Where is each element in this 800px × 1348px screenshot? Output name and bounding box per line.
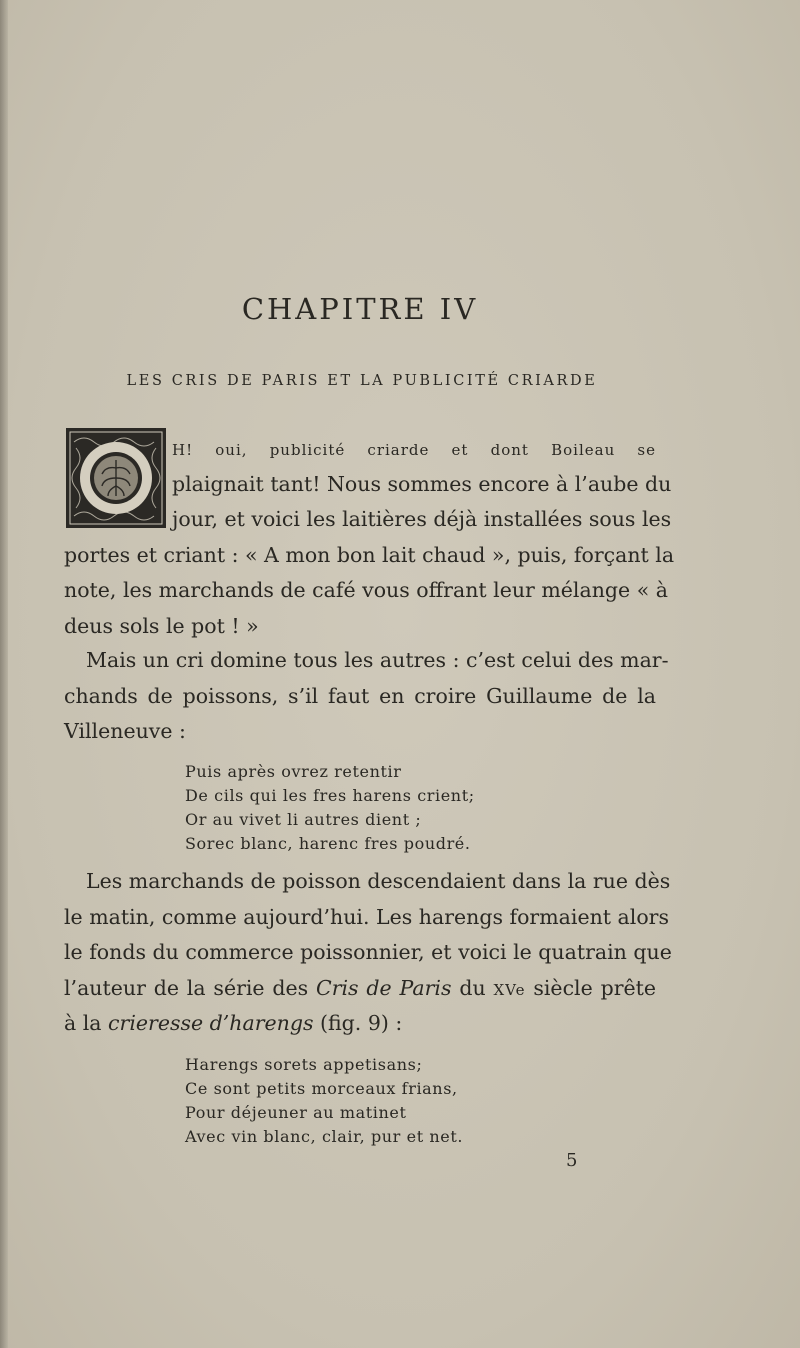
italic-title: Cris de Paris	[316, 975, 452, 1000]
text-line: jour, et voici les laitières déjà installées sous les	[172, 507, 672, 531]
verse-line: Pour déjeuner au matinet	[185, 1103, 407, 1122]
chapter-subtitle: LES CRIS DE PARIS ET LA PUBLICITÉ CRIARDE	[126, 373, 598, 389]
text-line	[64, 971, 656, 1007]
text-line: Villeneuve :	[64, 719, 186, 743]
text-line-segment: H! oui, publicité criarde et dont Boileau se	[172, 441, 656, 459]
verse-line: Sorec blanc, harenc fres poudré.	[185, 834, 471, 853]
text-line: deus sols le pot ! »	[64, 613, 259, 638]
text-line	[64, 1006, 656, 1042]
page-spine-shadow	[0, 0, 8, 1348]
text-line: portes et criant : « A mon bon lait chaud », puis, forçant la	[64, 542, 675, 567]
verse-line: Or au vivet li autres dient ;	[185, 810, 422, 829]
text-line: le matin, comme aujourd’hui. Les harengs formaient alors	[64, 904, 669, 929]
verse-quote-1	[185, 760, 475, 856]
paragraph-1	[64, 431, 675, 644]
text-line: Mais un cri domine tous les autres : c’est celui des mar-	[86, 648, 669, 672]
verse-line: De cils qui les fres harens crient;	[185, 786, 475, 805]
verse-line: Avec vin blanc, clair, pur et net.	[185, 1127, 464, 1146]
text-line: Les marchands de poisson descendaient dans la rue dès	[86, 869, 671, 893]
verse-line: Ce sont petits morceaux frians,	[185, 1079, 458, 1098]
text-line: plaignait tant! Nous sommes encore à l’aube du	[172, 471, 672, 496]
page-number: 5	[566, 1150, 578, 1171]
century-numeral: XVe	[493, 980, 526, 999]
text-line-segment: (fig. 9) :	[313, 1011, 403, 1035]
verse-line: Puis après ovrez retentir	[185, 762, 402, 781]
italic-term: crieresse d’harengs	[108, 1011, 314, 1035]
chapter-title: CHAPITRE IV	[241, 292, 479, 326]
verse-quote-2	[185, 1053, 463, 1149]
text-line	[64, 431, 656, 467]
text-line-segment: l’auteur de la série des	[64, 975, 317, 1000]
text-line: note, les marchands de café vous offrant leur mélange « à	[64, 578, 668, 602]
paragraph-2	[64, 643, 669, 750]
text-line-segment: à la	[64, 1011, 109, 1035]
verse-line: Harengs sorets appetisans;	[185, 1055, 423, 1074]
text-line-segment: siècle prête	[525, 975, 656, 1000]
text-line: chands de poissons, s’il faut en croire Guillaume de la	[64, 683, 656, 708]
paragraph-3	[64, 864, 672, 1042]
text-line: le fonds du commerce poissonnier, et voici le quatrain que	[64, 940, 672, 964]
text-line-segment: du	[451, 975, 494, 1000]
